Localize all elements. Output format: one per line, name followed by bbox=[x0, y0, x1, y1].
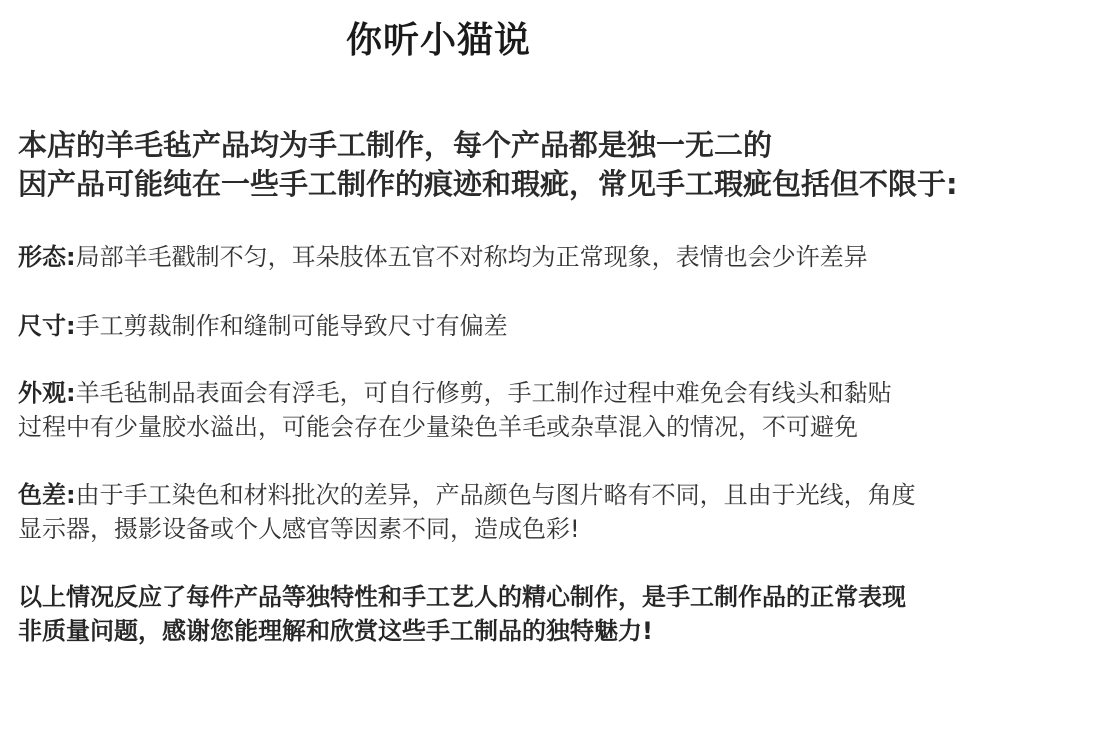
section-line bbox=[18, 478, 916, 512]
section-text: 羊毛毡制品表面会有浮毛，可自行修剪，手工制作过程中难免会有线头和黏贴 bbox=[75, 379, 892, 407]
section-text: 手工剪裁制作和缝制可能导致尺寸有偏差 bbox=[75, 312, 508, 340]
section-line bbox=[18, 376, 892, 410]
closing-paragraph bbox=[18, 580, 906, 648]
intro-paragraph bbox=[18, 126, 958, 204]
section-appearance bbox=[18, 376, 892, 444]
section-shape bbox=[18, 240, 868, 274]
intro-line: 因产品可能纯在一些手工制作的痕迹和瑕疵，常见手工瑕疵包括但不限于: bbox=[18, 167, 958, 201]
closing-line: 以上情况反应了每件产品等独特性和手工艺人的精心制作，是手工制作品的正常表现 bbox=[18, 583, 906, 611]
section-label: 外观: bbox=[18, 379, 76, 407]
section-label: 形态: bbox=[18, 243, 76, 271]
intro-line: 本店的羊毛毡产品均为手工制作，每个产品都是独一无二的 bbox=[18, 128, 773, 162]
section-line bbox=[18, 410, 892, 444]
section-text: 由于手工染色和材料批次的差异，产品颜色与图片略有不同，且由于光线，角度 bbox=[75, 481, 916, 509]
section-line bbox=[18, 240, 868, 274]
page-title: 你听小猫说 bbox=[346, 20, 532, 61]
section-text: 显示器，摄影设备或个人感官等因素不同，造成色彩! bbox=[18, 515, 580, 543]
section-color-difference bbox=[18, 478, 916, 546]
section-label: 尺寸: bbox=[18, 312, 76, 340]
section-line bbox=[18, 309, 508, 343]
section-line bbox=[18, 512, 916, 546]
section-label: 色差: bbox=[18, 481, 76, 509]
section-text: 过程中有少量胶水溢出，可能会存在少量染色羊毛或杂草混入的情况，不可避免 bbox=[18, 413, 858, 441]
closing-line: 非质量问题，感谢您能理解和欣赏这些手工制品的独特魅力! bbox=[18, 617, 653, 645]
section-size bbox=[18, 309, 508, 343]
section-text: 局部羊毛戳制不匀，耳朵肢体五官不对称均为正常现象，表情也会少许差异 bbox=[75, 243, 868, 271]
